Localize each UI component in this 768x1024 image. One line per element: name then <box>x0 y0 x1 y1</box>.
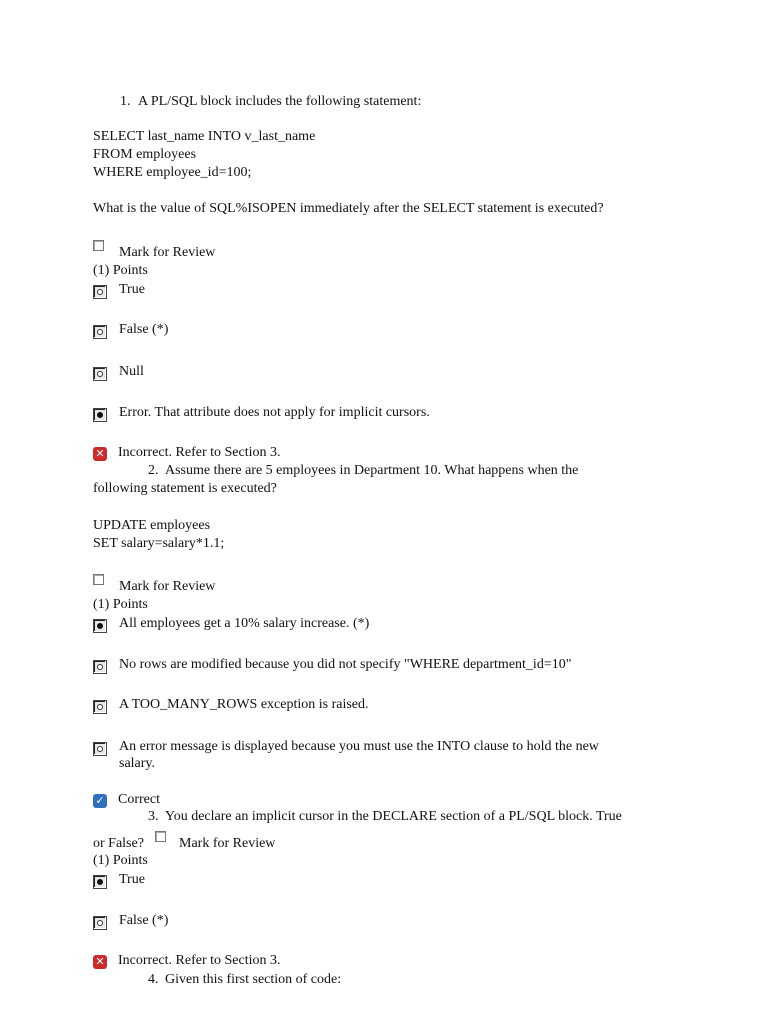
q2-mark-for-review-label: Mark for Review <box>119 579 216 594</box>
q2-prompt-line-2: following statement is executed? <box>93 481 277 496</box>
q4-prompt: Given this first section of code: <box>165 972 342 987</box>
q2-points: (1) Points <box>93 597 148 612</box>
q1-feedback: Incorrect. Refer to Section 3. <box>118 445 281 460</box>
q2-option-3-label: A TOO_MANY_ROWS exception is raised. <box>119 697 369 712</box>
q3-option-1-radio[interactable] <box>93 875 107 889</box>
q2-option-4-label: An error message is displayed because you must use the INTO clause to hold the new <box>119 739 599 754</box>
q2-prompt-line-1: Assume there are 5 employees in Department 10. What happens when the <box>165 463 579 478</box>
q2-option-1-radio[interactable] <box>93 619 107 633</box>
q3-number: 3. <box>148 809 159 824</box>
q2-number: 2. <box>148 463 159 478</box>
q2-option-4-label-cont: salary. <box>119 756 156 771</box>
q1-option-1-label: True <box>119 282 145 297</box>
q2-mark-for-review-checkbox[interactable] <box>93 574 104 585</box>
q1-points: (1) Points <box>93 263 148 278</box>
q2-code-line-2: SET salary=salary*1.1; <box>93 536 225 551</box>
q1-option-1-radio[interactable] <box>93 285 107 299</box>
q1-question: What is the value of SQL%ISOPEN immediately after the SELECT statement is executed? <box>93 201 604 216</box>
q3-prompt-line-2: or False? <box>93 836 144 851</box>
q1-code-line-1: SELECT last_name INTO v_last_name <box>93 129 316 144</box>
q1-code-line-2: FROM employees <box>93 147 197 162</box>
q3-option-2-label: False (*) <box>119 913 169 928</box>
q1-mark-for-review-checkbox[interactable] <box>93 240 104 251</box>
q1-option-3-radio[interactable] <box>93 367 107 381</box>
q1-option-3-label: Null <box>119 364 144 379</box>
q1-mark-for-review-label: Mark for Review <box>119 245 216 260</box>
q3-mark-for-review-checkbox[interactable] <box>155 831 166 842</box>
correct-icon: ✓ <box>93 794 107 808</box>
incorrect-icon: ✕ <box>93 447 107 461</box>
q1-prompt: A PL/SQL block includes the following statement: <box>138 94 422 109</box>
q3-option-2-radio[interactable] <box>93 916 107 930</box>
q4-number: 4. <box>148 972 159 987</box>
q1-option-2-label: False (*) <box>119 322 169 337</box>
q2-option-1-label: All employees get a 10% salary increase. (*) <box>119 616 370 631</box>
q3-prompt-line-1: You declare an implicit cursor in the DECLARE section of a PL/SQL block. True <box>165 809 622 824</box>
q3-points: (1) Points <box>93 853 148 868</box>
q1-number: 1. <box>120 94 131 109</box>
q1-option-2-radio[interactable] <box>93 325 107 339</box>
q2-option-2-label: No rows are modified because you did not specify "WHERE department_id=10" <box>119 657 572 672</box>
q1-code-line-3: WHERE employee_id=100; <box>93 165 252 180</box>
incorrect-icon: ✕ <box>93 955 107 969</box>
q3-mark-for-review-label: Mark for Review <box>179 836 276 851</box>
q3-feedback: Incorrect. Refer to Section 3. <box>118 953 281 968</box>
q3-option-1-label: True <box>119 872 145 887</box>
q1-option-4-radio[interactable] <box>93 408 107 422</box>
q1-option-4-label: Error. That attribute does not apply for implicit cursors. <box>119 405 430 420</box>
q2-option-2-radio[interactable] <box>93 660 107 674</box>
q2-feedback: Correct <box>118 792 160 807</box>
q2-option-4-radio[interactable] <box>93 742 107 756</box>
q2-option-3-radio[interactable] <box>93 700 107 714</box>
q2-code-line-1: UPDATE employees <box>93 518 211 533</box>
